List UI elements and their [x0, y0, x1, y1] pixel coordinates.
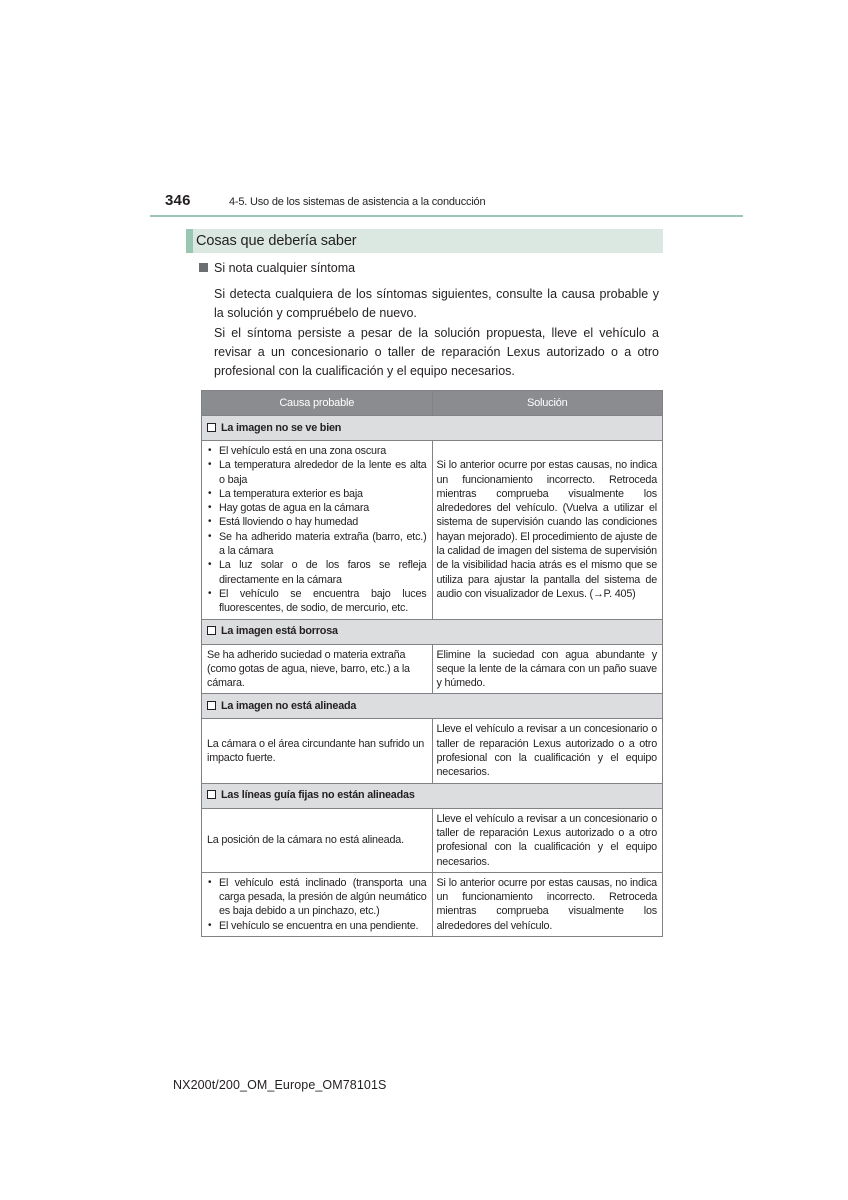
- group-row: [202, 416, 663, 441]
- cause-item: • El vehículo se encuentra bajo luces fluorescentes, de sodio, de mercurio, etc.: [207, 587, 427, 616]
- cause-cell: Se ha adherido suciedad o materia extraña (como gotas de agua, nieve, barro, etc.) a la cámara.: [202, 644, 433, 694]
- footer-doc-code: NX200t/200_OM_Europe_OM78101S: [173, 1078, 387, 1092]
- table-row: [202, 872, 663, 936]
- cause-item: • La temperatura exterior es baja: [207, 487, 427, 501]
- cause-item: • El vehículo está en una zona oscura: [207, 444, 427, 458]
- persist-paragraph: Si el síntoma persiste a pesar de la solución propuesta, lleve el vehículo a revisar a un concesionario o taller de reparación Lexus autorizado o a otro profesional con la cualificación y el equipo necesarios.: [214, 326, 659, 378]
- symptom-subheading: [199, 261, 355, 275]
- group-title: La imagen está borrosa: [221, 625, 338, 638]
- group-row: [202, 783, 663, 808]
- group-title-cell: [202, 783, 663, 808]
- table-row: [202, 644, 663, 694]
- table-row: [202, 719, 663, 783]
- solution-cell: Elimine la suciedad con agua abundante y seque la lente de la cámara con un paño suave y húmedo.: [432, 644, 663, 694]
- table-row: [202, 808, 663, 872]
- group-title-cell: [202, 694, 663, 719]
- checkbox-icon: [207, 423, 216, 432]
- group-title-cell: [202, 416, 663, 441]
- group-title-cell: [202, 619, 663, 644]
- cause-item: • El vehículo está inclinado (transporta una carga pesada, la presión de algún neumático es baja debido a un pinchazo, etc.): [207, 876, 427, 919]
- cause-list: [207, 444, 427, 616]
- group-title: La imagen no se ve bien: [221, 421, 342, 434]
- troubleshooting-table: [201, 390, 663, 937]
- checkbox-icon: [207, 626, 216, 635]
- subheading-text: Si nota cualquier síntoma: [214, 261, 356, 275]
- group-title: La imagen no está alineada: [221, 700, 357, 713]
- solution-cell: Lleve el vehículo a revisar a un concesionario o taller de reparación Lexus autorizado o a otro profesional con la cualificación y el equipo necesarios.: [432, 808, 663, 872]
- header-rule: [150, 215, 743, 217]
- group-title: Las líneas guía fijas no están alineadas: [221, 789, 415, 802]
- solution-cell: Lleve el vehículo a revisar a un concesionario o taller de reparación Lexus autorizado o a otro profesional con la cualificación y el equipo necesarios.: [432, 719, 663, 783]
- solution-cell: Si lo anterior ocurre por estas causas, no indica un funcionamiento incorrecto. Retroceda mientras comprueba visualmente los alrededores del vehículo. (Vuelva a utilizar el sistema de supervisión cuando las condiciones hayan mejorado). El procedimiento de ajuste de la calidad de imagen del sistema de supervisión de la visibilidad hacia atrás es el mismo que se utiliza para ajustar la pantalla del sistema de audio con visualizador de Lexus. (→P. 405): [432, 441, 663, 620]
- solution-cell: Si lo anterior ocurre por estas causas, no indica un funcionamiento incorrecto. Retroceda mientras comprueba visualmente los alrededores del vehículo.: [432, 872, 663, 936]
- cause-list: [207, 876, 427, 933]
- page-number: 346: [165, 192, 191, 209]
- cause-item: • Hay gotas de agua en la cámara: [207, 501, 427, 515]
- group-row: [202, 619, 663, 644]
- table-row: [202, 441, 663, 620]
- intro-paragraph: Si detecta cualquiera de los síntomas siguientes, consulte la causa probable y la solución y compruébelo de nuevo.: [214, 287, 659, 320]
- checkbox-icon: [207, 701, 216, 710]
- column-header-cause: Causa probable: [202, 391, 433, 416]
- info-box-title: Cosas que debería saber: [196, 233, 357, 249]
- cause-cell: [202, 441, 433, 620]
- cause-item: • La luz solar o de los faros se refleja directamente en la cámara: [207, 558, 427, 587]
- cause-cell: [202, 872, 433, 936]
- cause-cell: La cámara o el área circundante han sufrido un impacto fuerte.: [202, 719, 433, 783]
- square-bullet-icon: [199, 263, 208, 272]
- group-row: [202, 694, 663, 719]
- cause-item: • El vehículo se encuentra en una pendiente.: [207, 919, 427, 933]
- table-header-row: [202, 391, 663, 416]
- section-reference: 4-5. Uso de los sistemas de asistencia a la conducción: [229, 196, 486, 208]
- cause-item: • La temperatura alrededor de la lente es alta o baja: [207, 458, 427, 487]
- cause-item: • Se ha adherido materia extraña (barro, etc.) a la cámara: [207, 530, 427, 559]
- checkbox-icon: [207, 790, 216, 799]
- column-header-solution: Solución: [432, 391, 663, 416]
- cause-cell: La posición de la cámara no está alineada.: [202, 808, 433, 872]
- cause-item: • Está lloviendo o hay humedad: [207, 515, 427, 529]
